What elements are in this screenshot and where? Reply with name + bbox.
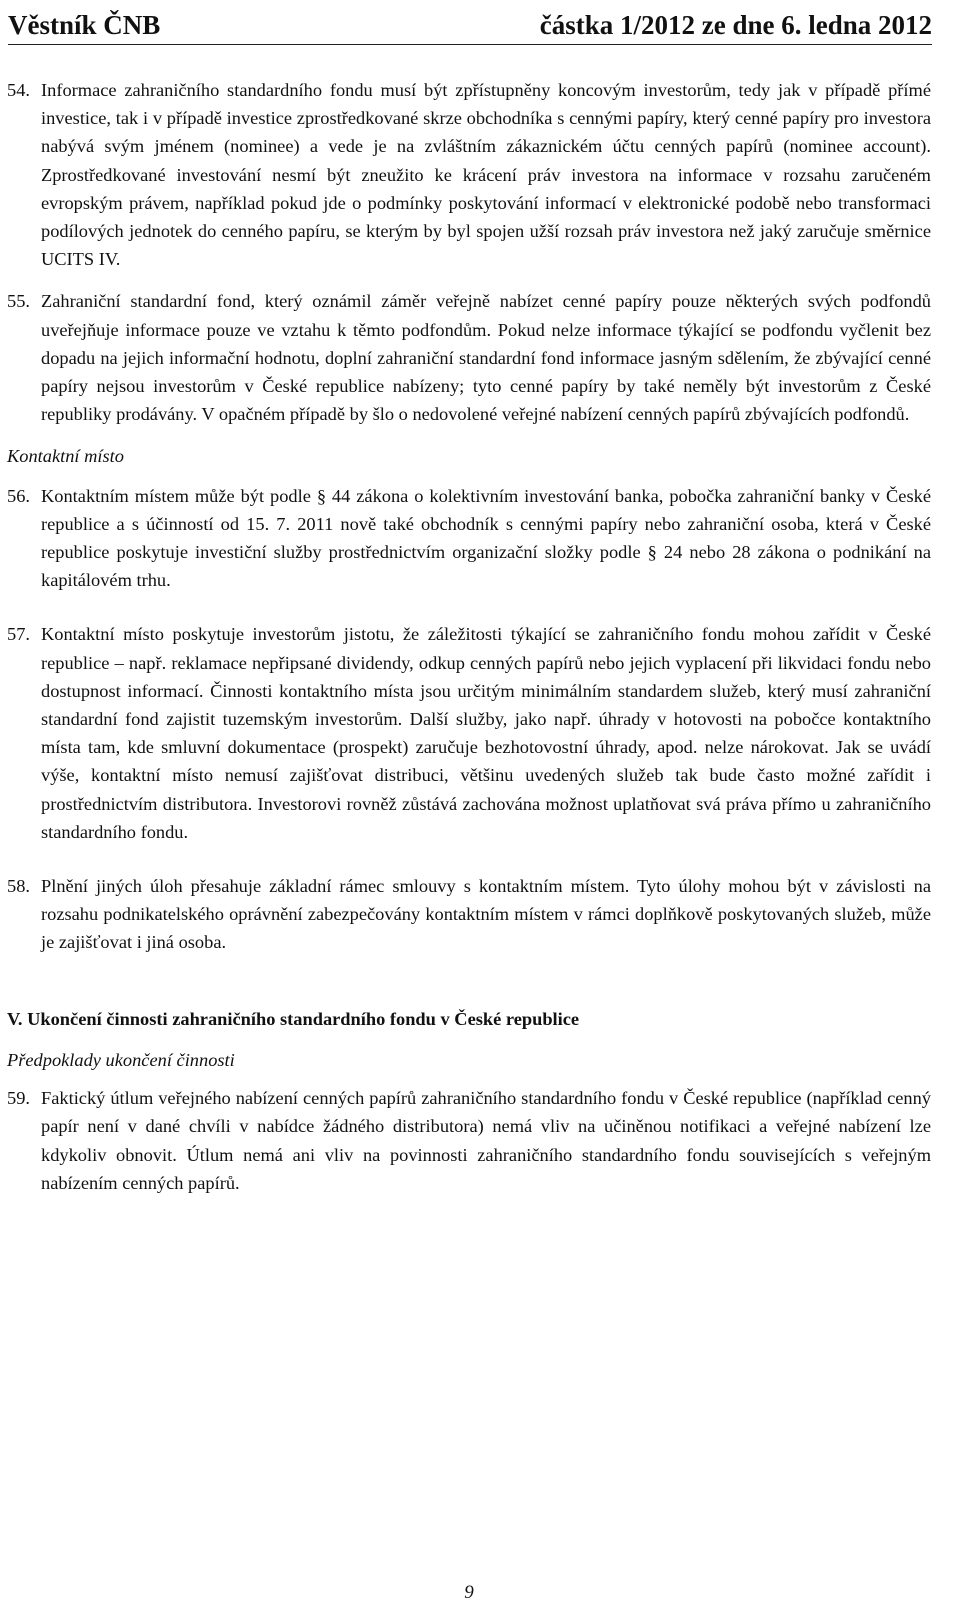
chapter-heading: V. Ukončení činnosti zahraničního standardního fondu v České republice [7, 1008, 580, 1029]
paragraph-56 [7, 482, 931, 595]
paragraph-text: Kontaktní místo poskytuje investorům jistotu, že záležitosti týkající se zahraničního fondu mohou zařídit v České republice – např. reklamace nepřipsané dividendy, odkup cenných papírů nebo jejich vyplacení při likvidaci fondu nebo dostupnost informací. Činnosti kontaktního místa jsou určitým minimálním standardem služeb, který musí zahraniční standardní fond zajistit tuzemským investorům. Další služby, jako např. úhrady v hotovosti na pobočce kontaktního místa tam, kde smluvní dokumentace (prospekt) zaručuje bezhotovostní úhrady, apod. nelze nárokovat. Jak se uvádí výše, kontaktní místo nemusí zajišťovat distribuci, většinu uvedených služeb tak bude často možné zařídit i prostřednictvím distributora. Investorovi rovněž zůstává zachována možnost uplatňovat svá práva přímo u zahraničního standardního fondu. [41, 624, 931, 842]
paragraph-58 [7, 872, 931, 957]
paragraph-text: Zahraniční standardní fond, který oznámil záměr veřejně nabízet cenné papíry pouze některých svých podfondů uveřejňuje informace pouze ve vztahu k těmto podfondům. Pokud nelze informace týkající se podfondu vyčlenit bez dopadu na jejich informační hodnotu, doplní zahraniční standardní fond informace jasným sdělením, že zbývající cenné papíry nejsou investorům v České republice nabízeny; tyto cenné papíry by také neměly být investorům z České republiky prodávány. V opačném případě by šlo o nedovolené veřejné nabízení cenných papírů zbývajících podfondů. [41, 291, 931, 425]
paragraph-number: 57. [7, 624, 30, 645]
paragraph-number: 56. [7, 485, 30, 506]
issue-date: částka 1/2012 ze dne 6. ledna 2012 [539, 10, 932, 40]
paragraph-number: 59. [7, 1088, 30, 1109]
paragraph-number: 58. [7, 876, 30, 897]
paragraph-55 [7, 287, 931, 428]
section-heading-kontaktni-misto: Kontaktní místo [7, 446, 124, 467]
paragraph-text: Plnění jiných úloh přesahuje základní rámec smlouvy s kontaktním místem. Tyto úlohy mohou být v závislosti na rozsahu podnikatelského oprávnění zabezpečovány kontaktním místem v rámci doplňkově poskytovaných služeb, může je zajišťovat i jiná osoba. [41, 876, 931, 953]
paragraph-59 [7, 1084, 931, 1197]
paragraph-text: Kontaktním místem může být podle § 44 zákona o kolektivním investování banka, pobočka zahraniční banky v České republice a s účinností od 15. 7. 2011 nově také obchodník s cennými papíry nebo zahraniční osoba, která v České republice poskytuje investiční služby prostřednictvím organizační složky podle § 24 nebo 28 zákona o podnikání na kapitálovém trhu. [41, 485, 931, 591]
document-body [7, 76, 931, 1197]
page-number: 9 [464, 1582, 474, 1603]
section-heading-predpoklady: Předpoklady ukončení činnosti [7, 1049, 235, 1070]
paragraph-number: 55. [7, 291, 30, 312]
journal-title: Věstník ČNB [8, 10, 161, 40]
page-header [8, 6, 932, 45]
paragraph-57 [7, 620, 931, 846]
paragraph-text: Informace zahraničního standardního fondu musí být zpřístupněny koncovým investorům, tedy jak v případě přímé investice, tak i v případě investice zprostředkované skrze obchodníka s cennými papíry, který cenné papíry pro investora nabývá svým jménem (nominee) a vede je na zvláštním zákaznickém účtu cenných papírů (nominee account). Zprostředkované investování nesmí být zneužito ke krácení práv investora na informace v rozsahu zaručeném evropským právem, například pokud jde o podmínky poskytování informací v elektronické podobě nebo transformaci podílových jednotek do cenného papíru, se kterým by byl spojen užší rozsah práv investora než jaký zaručuje směrnice UCITS IV. [41, 80, 931, 270]
paragraph-text: Faktický útlum veřejného nabízení cenných papírů zahraničního standardního fondu v České republice (například cenný papír není v dané chvíli v nabídce žádného distributora) nemá vliv na učiněnou notifikaci a veřejné nabízení lze kdykoliv obnovit. Útlum nemá ani vliv na povinnosti zahraničního standardního fondu souvisejících s veřejným nabízením cenných papírů. [41, 1088, 931, 1193]
paragraph-number: 54. [7, 80, 30, 100]
paragraph-54 [7, 76, 931, 273]
